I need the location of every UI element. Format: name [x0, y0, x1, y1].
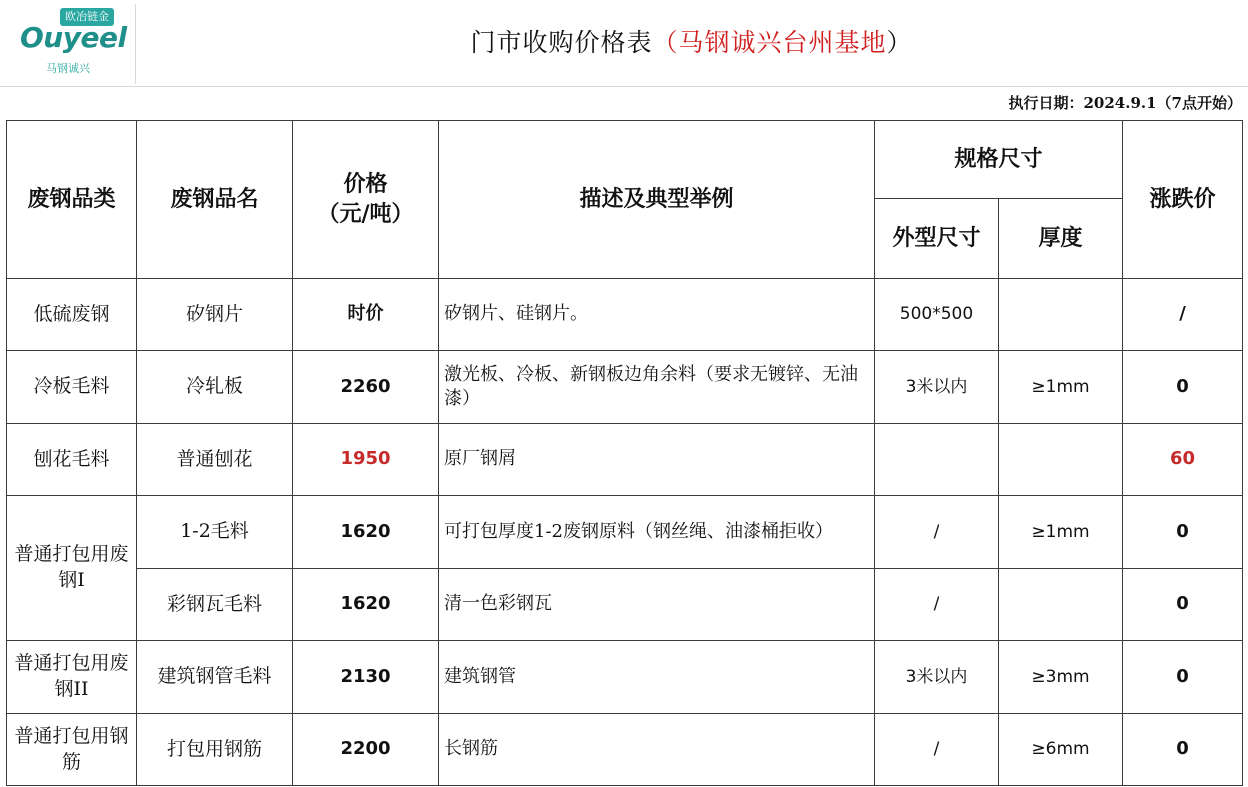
cell-description: 原厂钢屑 [439, 424, 875, 496]
cell-category: 普通打包用废钢II [7, 641, 137, 714]
cell-category: 冷板毛料 [7, 351, 137, 424]
cell-change: / [1123, 279, 1243, 351]
header-thickness: 厚度 [999, 199, 1123, 279]
header-price [293, 121, 439, 279]
header-outer-size: 外型尺寸 [875, 199, 999, 279]
table-header-row [7, 121, 1243, 199]
cell-category: 低硫废钢 [7, 279, 137, 351]
cell-price: 2260 [293, 351, 439, 424]
cell-name: 建筑钢管毛料 [137, 641, 293, 714]
cell-name: 彩钢瓦毛料 [137, 569, 293, 641]
cell-name: 冷轧板 [137, 351, 293, 424]
header-change: 涨跌价 [1123, 121, 1243, 279]
cell-name: 1-2毛料 [137, 496, 293, 569]
cell-name: 矽钢片 [137, 279, 293, 351]
page-title [135, 0, 1248, 86]
cell-thickness: ≥1mm [999, 496, 1123, 569]
cell-price: 1950 [293, 424, 439, 496]
title-main: 门市收购价格表 [470, 28, 653, 57]
cell-change: 60 [1123, 424, 1243, 496]
execution-date: 执行日期：2024.9.1（7点开始） [1008, 94, 1242, 112]
cell-outer-size: / [875, 569, 999, 641]
cell-category: 普通打包用钢筋 [7, 714, 137, 786]
cell-change: 0 [1123, 496, 1243, 569]
cell-description: 清一色彩钢瓦 [439, 569, 875, 641]
title-highlight: 马钢诚兴台州基地 [678, 28, 887, 57]
cell-outer-size: 500*500 [875, 279, 999, 351]
cell-description: 长钢筋 [439, 714, 875, 786]
header-price-line2: （元/吨） [317, 200, 414, 227]
header-description: 描述及典型举例 [439, 121, 875, 279]
cell-thickness [999, 279, 1123, 351]
cell-thickness: ≥6mm [999, 714, 1123, 786]
logo-subtitle: 马钢诚兴 [46, 62, 90, 75]
table-row [7, 641, 1243, 714]
cell-price: 1620 [293, 569, 439, 641]
cell-change: 0 [1123, 351, 1243, 424]
logo-badge: 欧冶链金 [60, 8, 114, 26]
cell-description: 建筑钢管 [439, 641, 875, 714]
cell-outer-size: / [875, 496, 999, 569]
table-row [7, 279, 1243, 351]
table-row [7, 351, 1243, 424]
cell-outer-size: 3米以内 [875, 351, 999, 424]
cell-thickness: ≥3mm [999, 641, 1123, 714]
table-row [7, 714, 1243, 786]
cell-price: 2130 [293, 641, 439, 714]
table-row [7, 496, 1243, 569]
cell-description: 可打包厚度1-2废钢原料（钢丝绳、油漆桶拒收） [439, 496, 875, 569]
title-paren-open: （ [652, 28, 679, 57]
cell-thickness: ≥1mm [999, 351, 1123, 424]
cell-change: 0 [1123, 714, 1243, 786]
cell-category: 刨花毛料 [7, 424, 137, 496]
cell-name: 打包用钢筋 [137, 714, 293, 786]
table-row [7, 569, 1243, 641]
page-header [0, 0, 1248, 87]
cell-price: 2200 [293, 714, 439, 786]
cell-outer-size: 3米以内 [875, 641, 999, 714]
logo-wordmark: Ouyeel [20, 21, 127, 54]
cell-change: 0 [1123, 569, 1243, 641]
header-price-line1: 价格 [343, 170, 388, 197]
title-paren-close: ） [886, 28, 913, 57]
table-row [7, 424, 1243, 496]
cell-thickness [999, 424, 1123, 496]
header-name: 废钢品名 [137, 121, 293, 279]
cell-name: 普通刨花 [137, 424, 293, 496]
cell-category: 普通打包用废钢I [7, 496, 137, 641]
ouyeel-logo [8, 4, 136, 84]
cell-outer-size [875, 424, 999, 496]
cell-thickness [999, 569, 1123, 641]
cell-outer-size: / [875, 714, 999, 786]
header-spec: 规格尺寸 [875, 121, 1123, 199]
price-table [6, 120, 1243, 786]
header-category: 废钢品类 [7, 121, 137, 279]
cell-price: 时价 [293, 279, 439, 351]
cell-price: 1620 [293, 496, 439, 569]
cell-change: 0 [1123, 641, 1243, 714]
cell-description: 矽钢片、硅钢片。 [439, 279, 875, 351]
cell-description: 激光板、冷板、新钢板边角余料（要求无镀锌、无油漆） [439, 351, 875, 424]
